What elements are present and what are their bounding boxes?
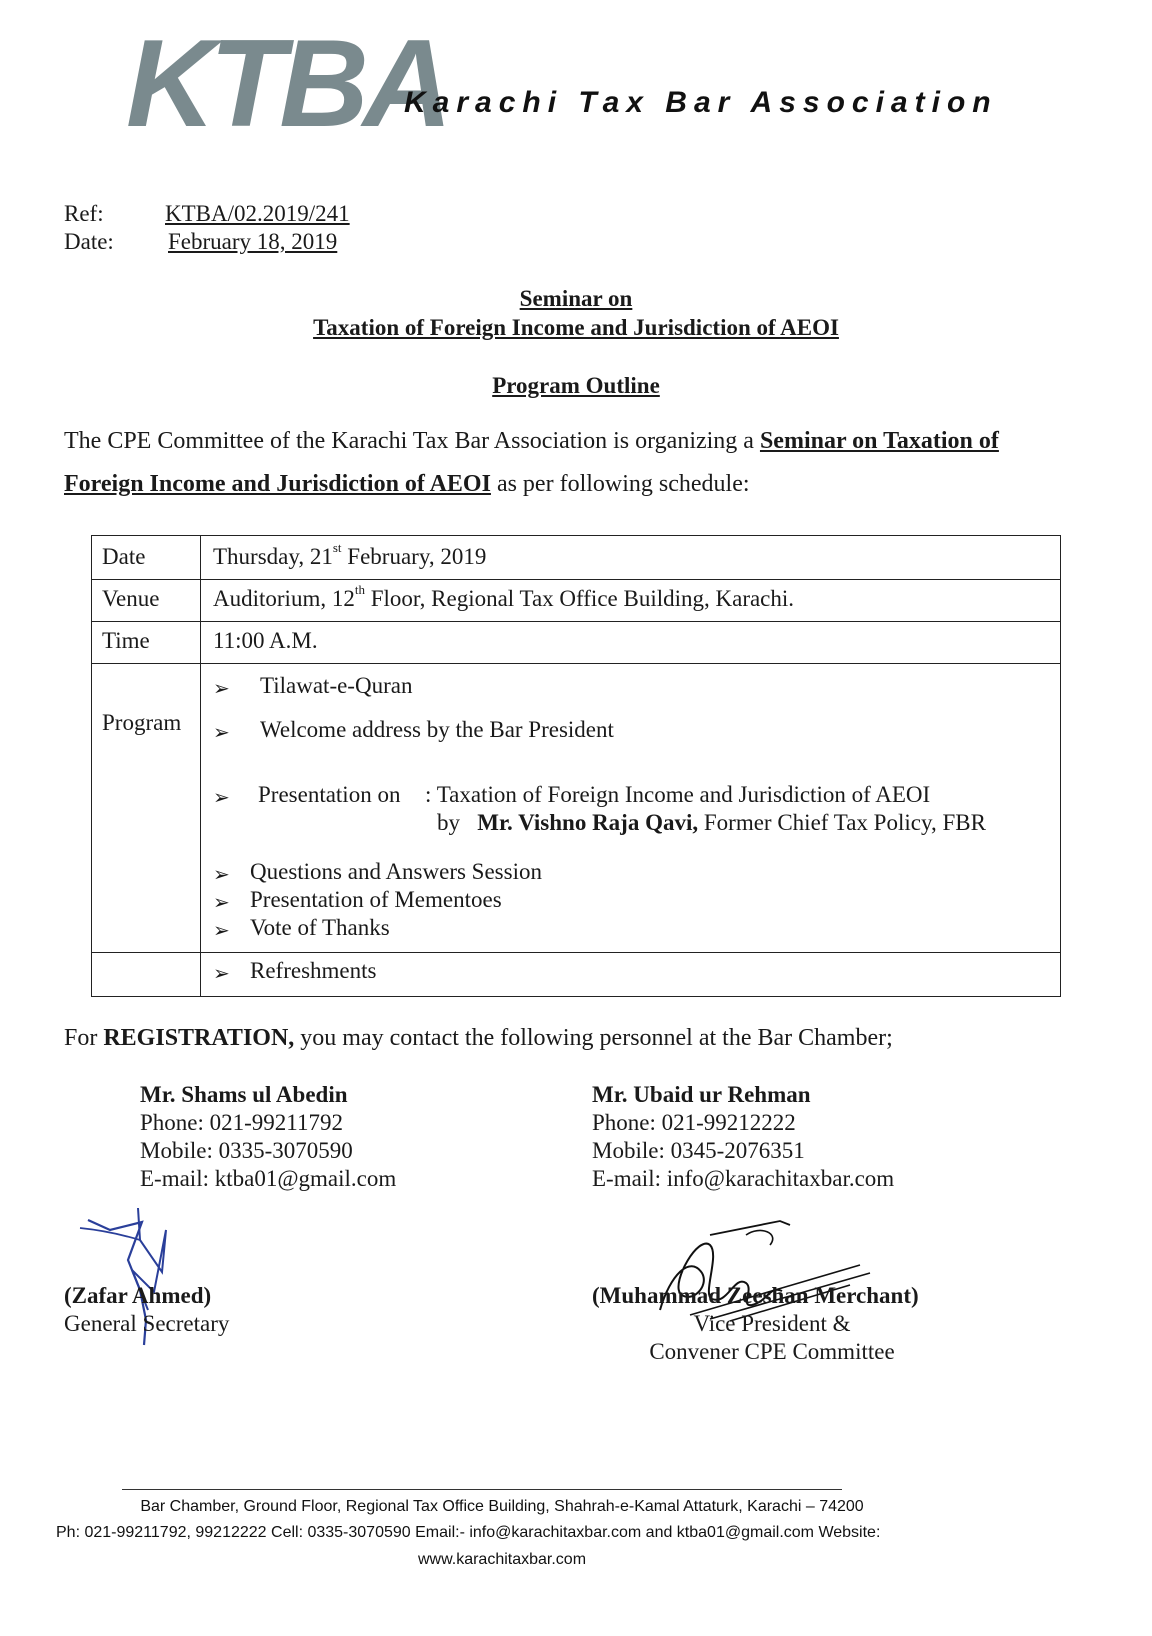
contact-mobile: Mobile: 0335-3070590 [140,1138,353,1163]
contact-name: Mr. Ubaid ur Rehman [592,1082,811,1107]
seminar-heading: Seminar on [519,286,633,311]
organization-name: Karachi Tax Bar Association [404,86,998,119]
program-item-refreshments: Refreshments [250,958,377,983]
program-outline-heading: Program Outline [492,373,660,398]
table-rule [92,579,1060,580]
intro-text-end: as per following schedule: [490,471,750,497]
table-rule [92,663,1060,664]
arrow-bullet-icon: ➢ [213,862,230,886]
presenter-role: Former Chief Tax Policy, FBR [698,810,986,835]
venue-building: Floor, Regional Tax Office Building, Karachi. [364,586,795,611]
program-item-presentation-topic: : Taxation of Foreign Income and Jurisdiction of AEOI [425,782,931,807]
registration-pre: For [64,1025,104,1051]
venue-floor: Auditorium, 12 [213,586,355,611]
contact-name: Mr. Shams ul Abedin [140,1082,348,1107]
footer-divider [122,1489,842,1490]
signatory-title: General Secretary [64,1311,230,1336]
footer-contact: Ph: 021-99211792, 99212222 Cell: 0335-3070590 Email:- info@karachitaxbar.com and ktba01@gmail.com Website: [56,1524,881,1541]
arrow-bullet-icon: ➢ [213,918,230,942]
date-month-year: February, 2019 [341,544,487,569]
signatory-name: (Zafar Ahmed) [64,1283,212,1308]
intro-seminar-name-cont: Foreign Income and Jurisdiction of AEOI [64,471,491,497]
registration-line [64,1025,893,1052]
venue-row-value [213,582,795,612]
intro-text: The CPE Committee of the Karachi Tax Bar Association is organizing a [64,428,760,454]
program-row-label: Program [102,710,182,735]
signatory-name: (Muhammad Zeeshan Merchant) [592,1283,919,1308]
date-row-label: Date [102,544,146,569]
presenter-line [437,810,986,836]
footer-address: Bar Chamber, Ground Floor, Regional Tax Office Building, Shahrah-e-Kamal Attaturk, Karachi – 74200 [140,1498,864,1515]
intro-line-2 [64,471,750,498]
date-label: Date: [64,229,114,254]
time-row-label: Time [102,628,150,653]
program-item-welcome: Welcome address by the Bar President [260,717,614,742]
arrow-bullet-icon: ➢ [213,676,230,700]
program-item-presentation-lead: Presentation on [258,782,401,807]
arrow-bullet-icon: ➢ [213,785,230,809]
program-item-thanks: Vote of Thanks [250,915,390,940]
venue-row-label: Venue [102,586,160,611]
ktba-logo: KTBA [126,15,447,153]
time-row-value: 11:00 A.M. [213,628,318,653]
contact-mobile: Mobile: 0345-2076351 [592,1138,805,1163]
schedule-table [91,535,1061,997]
date-value: February 18, 2019 [168,229,338,254]
date-row-value [213,540,487,570]
contact-email: E-mail: info@karachitaxbar.com [592,1166,895,1191]
ref-label: Ref: [64,201,104,226]
contact-phone: Phone: 021-99211792 [140,1110,343,1135]
registration-post: you may contact the following personnel at the Bar Chamber; [294,1025,893,1051]
presenter-name: Mr. Vishno Raja Qavi, [477,810,699,835]
arrow-bullet-icon: ➢ [213,890,230,914]
table-column-rule [200,536,201,996]
arrow-bullet-icon: ➢ [213,961,230,985]
presenter-by: by [437,810,460,835]
seminar-title: Taxation of Foreign Income and Jurisdiction of AEOI [313,315,839,340]
intro-line-1 [64,428,999,455]
date-suffix: st [332,540,342,555]
signatory-title-2: Convener CPE Committee [649,1339,895,1364]
program-item-tilawat: Tilawat-e-Quran [260,673,413,698]
table-rule [92,621,1060,622]
registration-bold: REGISTRATION, [103,1025,295,1051]
contact-phone: Phone: 021-99212222 [592,1110,796,1135]
program-item-mementoes: Presentation of Mementoes [250,887,502,912]
venue-suffix: th [354,582,365,597]
footer-website: www.karachitaxbar.com [417,1551,587,1568]
signatory-title: Vice President & [693,1311,851,1336]
contact-email: E-mail: ktba01@gmail.com [140,1166,397,1191]
date-day: Thursday, 21 [213,544,333,569]
table-rule [92,952,1060,953]
intro-seminar-name: Seminar on Taxation of [759,428,999,454]
arrow-bullet-icon: ➢ [213,720,230,744]
program-item-qa: Questions and Answers Session [250,859,542,884]
ref-value: KTBA/02.2019/241 [165,201,350,226]
